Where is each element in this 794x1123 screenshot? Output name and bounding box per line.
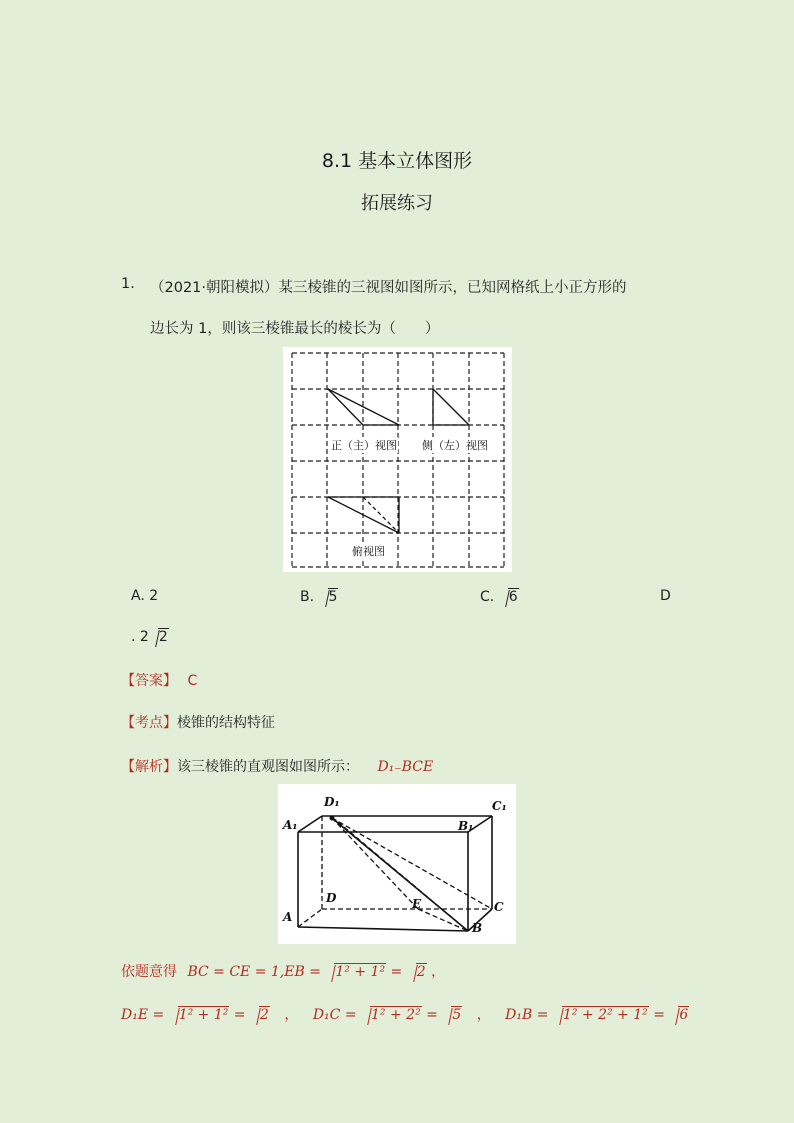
page-title: 8.1 基本立体图形: [321, 150, 473, 172]
solid-svg: [278, 784, 516, 944]
three-view-figure: [283, 347, 512, 572]
derivation-line-1: 依题意得 BC = CE = 1,EB = 1² + 1² = 2 ，: [121, 964, 446, 980]
question-line-1: （2021·朝阳模拟）某三棱锥的三视图如图所示，已知网格纸上小正方形的: [150, 280, 627, 296]
label-d1: D₁: [324, 795, 340, 809]
answer-line: 【答案】 C: [121, 673, 198, 689]
option-a: A. 2: [131, 588, 159, 604]
label-c: C: [494, 900, 504, 914]
side-view-label: 侧（左）视图: [422, 439, 488, 452]
label-b1: B₁: [458, 819, 474, 833]
label-d: D: [326, 891, 337, 905]
option-d-prefix: D: [660, 588, 671, 604]
option-d: . 2 2: [131, 629, 168, 645]
question-number: 1.: [121, 276, 135, 292]
question-line-2: 边长为 1，则该三棱锥最长的棱长为（ ）: [150, 321, 440, 337]
solid-figure: [278, 784, 516, 944]
label-b: B: [472, 921, 483, 935]
side-view: [433, 389, 469, 425]
label-a: A: [283, 910, 293, 924]
page-subtitle: 拓展练习: [361, 193, 433, 214]
top-view: [328, 497, 399, 533]
jiexi-line: 【解析】该三棱锥的直观图如图所示： D₁₋BCE: [121, 759, 434, 775]
kaodian-line: 【考点】棱锥的结构特征: [121, 715, 275, 731]
top-view-label: 俯视图: [352, 545, 385, 558]
label-a1: A₁: [283, 818, 298, 832]
option-c: C. 6: [480, 589, 518, 605]
grid-svg: [283, 347, 512, 572]
option-b: B. 5: [300, 589, 338, 605]
label-c1: C₁: [492, 799, 507, 813]
derivation-line-2: D₁E = 1² + 1² = 2 ， D₁C = 1² + 2² = 5 ， D₁B = 1² + 2² + 1² = 6: [121, 1007, 689, 1023]
front-view-label: 正（主）视图: [331, 439, 397, 452]
label-e: E: [412, 897, 422, 911]
